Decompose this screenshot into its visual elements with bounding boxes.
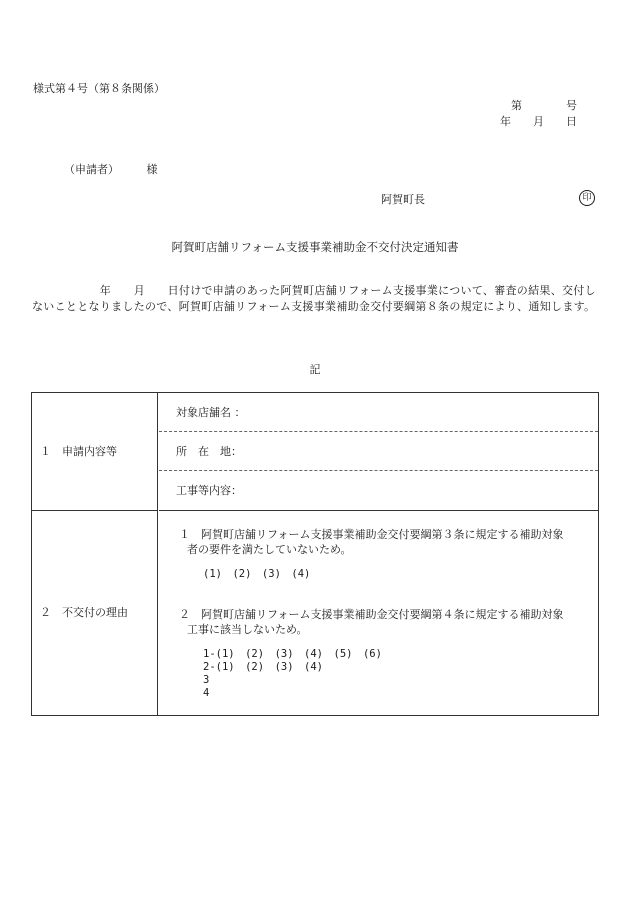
- sender-title: 阿賀町長: [381, 193, 425, 206]
- document-date-line: 年 月 日: [500, 115, 577, 128]
- work-content-label: 工事等内容：: [176, 484, 242, 497]
- row2-label-cell: [32, 511, 158, 716]
- reason1-line2: 者の要件を満たしていないため。: [187, 543, 352, 556]
- seal-mark: 印: [579, 190, 595, 206]
- document-title: 阿賀町店舗リフォーム支援事業補助金不交付決定通知書: [171, 240, 459, 254]
- store-name-label: 対象店舗名 ：: [176, 406, 246, 419]
- row2-label: ２ 不交付の理由: [40, 606, 128, 619]
- reason2-options-1: 1-(1) (2) (3) (4) (5) (6): [203, 648, 382, 660]
- reason2-options-2: 2-(1) (2) (3) (4): [203, 661, 324, 673]
- detail-table: [31, 392, 599, 716]
- location-field: [159, 432, 598, 471]
- reason-cell: [159, 511, 598, 716]
- ki-heading: 記: [309, 363, 321, 376]
- reason2-options-4: 4: [203, 687, 210, 699]
- form-number: 様式第４号（第８条関係）: [33, 82, 165, 95]
- work-content-field: [159, 471, 598, 511]
- reason2-line1: ２ 阿賀町店舗リフォーム支援事業補助金交付要綱第４条に規定する補助対象: [179, 608, 564, 621]
- row1-label-cell: [32, 393, 158, 511]
- document-number-line: 第 号: [511, 99, 577, 112]
- body-text: 年 月 日付けで申請のあった阿賀町店舗リフォーム支援事業について、審査の結果、交付しないこととなりましたので、阿賀町店舗リフォーム支援事業補助金交付要綱第８条の規定により、通知します。: [32, 284, 596, 313]
- location-label: 所 在 地：: [176, 445, 242, 458]
- reason2-line2: 工事に該当しないため。: [187, 623, 308, 636]
- reason1-line1: １ 阿賀町店舗リフォーム支援事業補助金交付要綱第３条に規定する補助対象: [179, 528, 564, 541]
- row1-label: １ 申請内容等: [40, 445, 117, 458]
- reason2-options-3: 3: [203, 674, 210, 686]
- store-name-field: [159, 393, 598, 432]
- reason1-options: (1) (2) (3) (4): [203, 568, 311, 580]
- addressee: （申請者） 様: [64, 163, 158, 176]
